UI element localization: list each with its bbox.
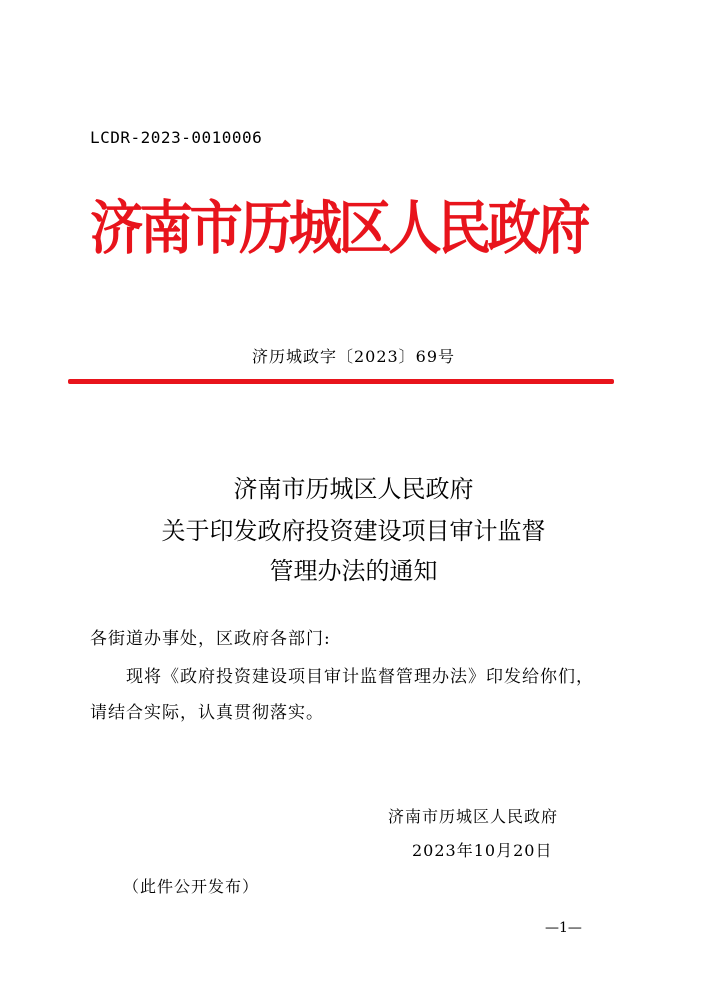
issuer-signature: 济南市历城区人民政府 bbox=[388, 807, 559, 826]
body-paragraph-line-1: 现将《政府投资建设项目审计监督管理办法》印发给你们， bbox=[126, 667, 594, 687]
red-divider-line bbox=[68, 379, 614, 384]
document-code: LCDR-2023-0010006 bbox=[90, 128, 263, 147]
disclosure-note: （此件公开发布） bbox=[123, 877, 260, 896]
page-number: —1— bbox=[545, 920, 582, 936]
notice-title-line-2: 关于印发政府投资建设项目审计监督 bbox=[161, 517, 546, 545]
issue-date: 2023年10月20日 bbox=[412, 841, 553, 860]
masthead-title: 济南市历城区人民政府 bbox=[90, 194, 587, 262]
notice-title-line-1: 济南市历城区人民政府 bbox=[233, 475, 474, 503]
body-paragraph-line-2: 请结合实际，认真贯彻落实。 bbox=[90, 703, 324, 723]
document-number: 济历城政字〔2023〕69号 bbox=[251, 347, 456, 366]
salutation: 各街道办事处，区政府各部门: bbox=[90, 629, 331, 649]
notice-title-line-3: 管理办法的通知 bbox=[269, 557, 438, 585]
